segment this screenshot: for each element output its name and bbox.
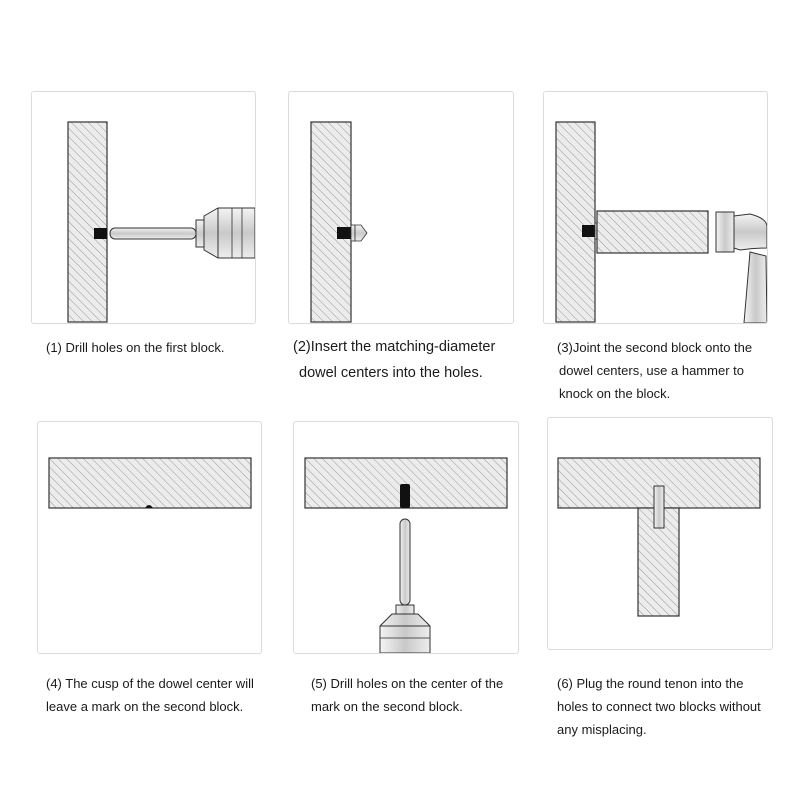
second-block [597,211,708,253]
round-tenon [654,486,664,528]
step-3-caption: (3)Joint the second block onto the dowel centers, use a hammer to knock on the block. [557,340,753,401]
step-2-caption: (2)Insert the matching-diameter dowel centers into the holes. [293,339,496,381]
step-1-illustration [31,91,256,324]
step-1-caption: (1) Drill holes on the first block. [46,340,225,355]
step-3-illustration [543,91,768,324]
drilled-hole [94,228,107,239]
drilled-hole [400,484,410,508]
step-4-caption: (4) The cusp of the dowel center will leave a mark on the second block. [46,676,254,714]
first-block [311,122,351,322]
step-6-caption: (6) Plug the round tenon into the holes to connect two blocks without any misplacing. [557,676,761,737]
first-block [556,122,595,322]
step-5-caption: (5) Drill holes on the center of the mark on the second block. [311,676,504,714]
dowel-center-icon [337,225,367,241]
step-6-illustration [547,417,773,650]
first-block [68,122,107,322]
drill-icon [380,519,430,653]
hammer-icon [716,212,767,323]
step-5-illustration [293,421,519,654]
second-block [49,458,251,508]
drill-icon [110,208,255,258]
step-4-illustration [37,421,262,654]
step-2-illustration [288,91,514,324]
